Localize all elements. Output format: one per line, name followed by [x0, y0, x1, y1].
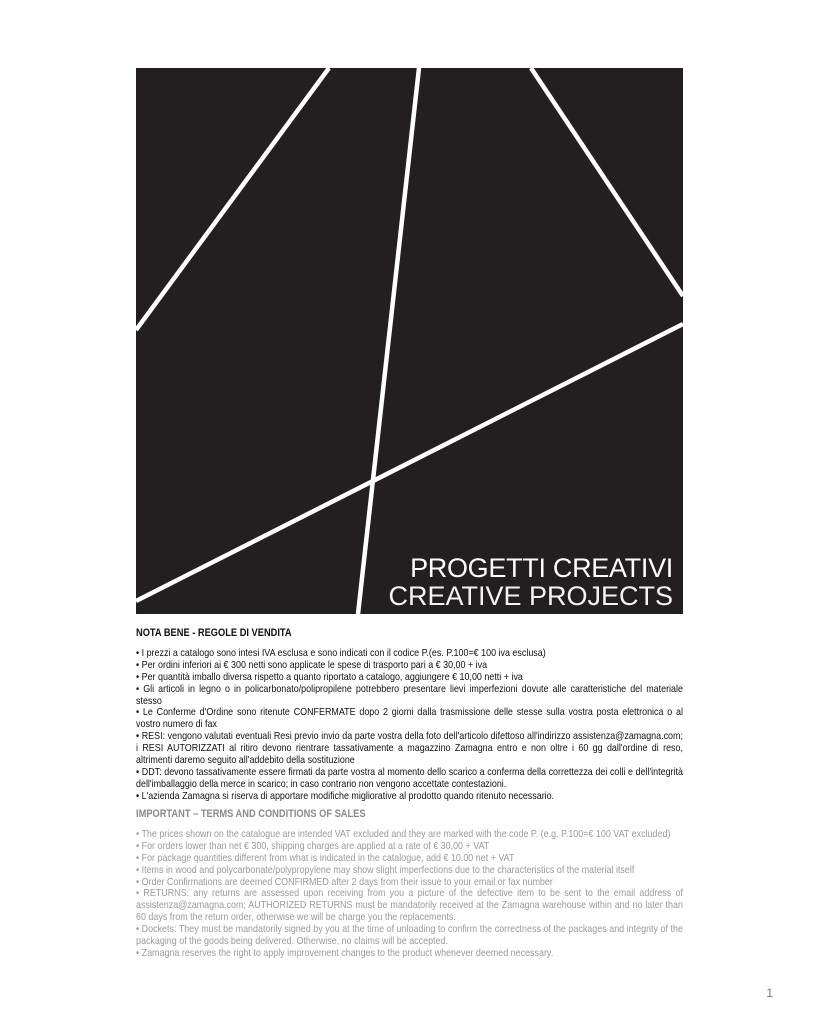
note-it-item: • Per ordini inferiori ai € 300 netti sono applicate le spese di trasporto pari a € 30,00 + iva — [136, 659, 488, 671]
note-en-item: • Zamagna reserves the right to apply improvement changes to the product whenever deemed necessary. — [136, 947, 554, 959]
note-en-item: • For package quantities different from what is indicated in the catalogue, add € 10.00 net + VAT — [136, 852, 515, 864]
cover-title-english: CREATIVE PROJECTS — [388, 581, 673, 611]
note-en-item: • Items in wood and polycarbonate/polypropylene may show slight imperfections due to the characteristics of the material itself — [136, 864, 635, 876]
note-it-item: • RESI: vengono valutati eventuali Resi previo invio da parte vostra della foto dell'articolo difettoso all'indirizzo assistenza@zamagna.com; i RESI AUTORIZZATI al ritiro devono rientrare tassativamente a magazzino Zamagna entro e non oltre i 60 gg dall'ordine di reso, altrimenti daremo seguito all'addebito della sostituzione — [136, 731, 683, 767]
page-number: 1 — [766, 986, 773, 1000]
cover-title — [388, 554, 673, 610]
note-en-item: • Order Confirmations are deemed CONFIRMED after 2 days from their issue to your email or fax number — [136, 876, 553, 888]
sales-notes-english — [136, 809, 683, 960]
cover-line-1 — [136, 68, 329, 330]
cover-panel — [136, 68, 683, 614]
notes-heading-english: IMPORTANT – TERMS AND CONDITIONS OF SALES — [136, 808, 366, 820]
note-it-item: • Per quantità imballo diversa rispetto a quanto riportato a catalogo, aggiungere € 10,00 netti + iva — [136, 671, 523, 683]
note-en-item: • RETURNS: any returns are assessed upon receiving from you a picture of the defective item to be sent to the email address of assistenza@zamagna.com; AUTHORIZED RETURNS must be mandatorily received at the Zamagna warehouse within and no later than 60 days from the return order, otherwise we will be charge you the replacements. — [136, 888, 683, 924]
cover-line-3 — [531, 68, 683, 296]
notes-heading-italian: NOTA BENE - REGOLE DI VENDITA — [136, 627, 292, 639]
cover-title-italian: PROGETTI CREATIVI — [410, 553, 673, 583]
note-it-item: • Le Conferme d'Ordine sono ritenute CONFERMATE dopo 2 giorni dalla trasmissione delle stesse sulla vostra posta elettronica o al vostro numero di fax — [136, 707, 683, 731]
note-it-item: • I prezzi a catalogo sono intesi IVA esclusa e sono indicati con il codice P.(es. P.100=€ 100 iva esclusa) — [136, 647, 546, 659]
sales-notes-italian — [136, 628, 683, 803]
note-it-item: • DDT: devono tassativamente essere firmati da parte vostra al momento dello scarico a conferma della correttezza dei colli e dell'integrità dell'imballaggio della merce in scarico; in caso contrario non vengono accettate contestazioni. — [136, 766, 683, 790]
cover-line-2 — [358, 68, 419, 614]
note-en-item: • For orders lower than net € 300, shipping charges are applied at a rate of € 30,00 + VAT — [136, 840, 490, 852]
note-it-item: • Gli articoli in legno o in policarbonato/polipropilene potrebbero presentare lievi imperfezioni dovute alle caratteristiche del materiale stesso — [136, 683, 683, 707]
cover-geometric-lines — [136, 68, 683, 614]
note-en-item: • The prices shown on the catalogue are intended VAT excluded and they are marked with the code P. (e.g. P.100=€ 100 VAT excluded) — [136, 828, 671, 840]
note-en-item: • Dockets: They must be mandatorily signed by you at the time of unloading to confirm the correctness of the packages and integrity of the packaging of the goods being delivered. Otherwise, no claims will be accepted. — [136, 924, 683, 948]
note-it-item: • L'azienda Zamagna si riserva di apportare modifiche migliorative al prodotto quando ritenuto necessario. — [136, 790, 555, 802]
